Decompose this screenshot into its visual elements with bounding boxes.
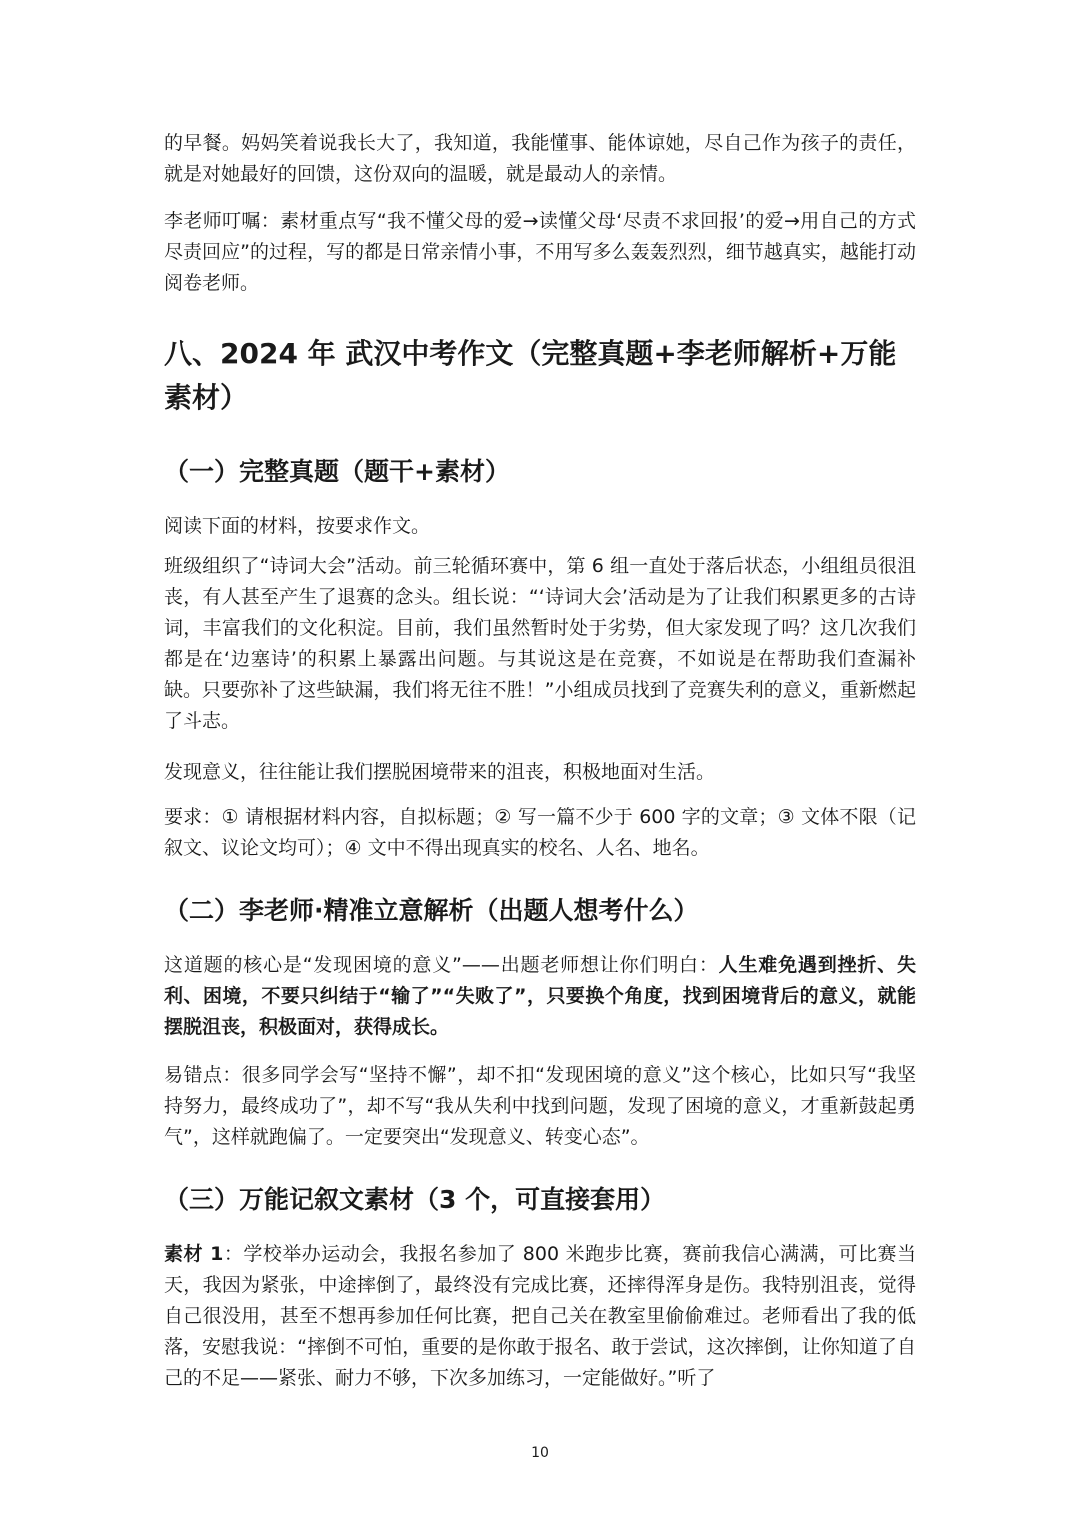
analysis-text: 这道题的核心是“发现困境的意义”——出题老师想让你们明白：	[164, 954, 719, 976]
material-1-label: 素材 1	[164, 1243, 224, 1265]
paragraph-intro-end: 的早餐。妈妈笑着说我长大了，我知道，我能懂事、能体谅她，尽自己作为孩子的责任，就是对她最好的回馈，这份双向的温暖，就是最动人的亲情。	[164, 132, 916, 185]
page-number: 10	[531, 1445, 549, 1461]
paragraph-pitfalls: 易错点：很多同学会写“坚持不懈”，却不扣“发现困境的意义”这个核心，比如只写“我坚持努力，最终成功了”，却不写“我从失利中找到问题，发现了困境的意义，才重新鼓起勇气”，这样就跑偏了。一定要突出“发现意义、转变心态”。	[164, 1064, 916, 1148]
subsection-title-1: （一）完整真题（题干+素材）	[164, 457, 510, 486]
paragraph-analysis	[164, 950, 916, 1043]
material-1-text: ：学校举办运动会，我报名参加了 800 米跑步比赛，赛前我信心满满，可比赛当天，我因为紧张，中途摔倒了，最终没有完成比赛，还摔得浑身是伤。我特别沮丧，觉得自己很没用，甚至不想再参加任何比赛，把自己关在教室里偷偷难过。老师看出了我的低落，安慰我说：“摔倒不可怕，重要的是你敢于报名、敢于尝试，这次摔倒，让你知道了自己的不足——紧张、耐力不够，下次多加练习，一定能做好。”听了	[164, 1243, 916, 1389]
analysis-key-point: 人生难免遇到挫折、失利、困境，不要只纠结于“输了”“失败了”，只要换个角度，找到困境背后的意义，就能摆脱沮丧，积极面对，获得成长。	[164, 954, 916, 1038]
section-title: 八、2024 年 武汉中考作文（完整真题+李老师解析+万能素材）	[164, 337, 897, 414]
paragraph-material: 班级组织了“诗词大会”活动。前三轮循环赛中，第 6 组一直处于落后状态，小组组员很沮丧，有人甚至产生了退赛的念头。组长说：“‘诗词大会’活动是为了让我们积累更多的古诗词，丰富我们的文化积淀。目前，我们虽然暂时处于劣势，但大家发现了吗？这几次我们都是在‘边塞诗’的积累上暴露出问题。与其说这是在竞赛，不如说是在帮助我们查漏补缺。只要弥补了这些缺漏，我们将无往不胜！”小组成员找到了竞赛失利的意义，重新燃起了斗志。	[164, 555, 916, 732]
paragraph-teacher-note: 李老师叮嘱：素材重点写“我不懂父母的爱→读懂父母‘尽责不求回报’的爱→用自己的方式尽责回应”的过程，写的都是日常亲情小事，不用写多么轰轰烈烈，细节越真实，越能打动阅卷老师。	[164, 210, 916, 294]
subsection-title-3: （三）万能记叙文素材（3 个，可直接套用）	[164, 1185, 666, 1214]
paragraph-requirements: 要求：① 请根据材料内容，自拟标题；② 写一篇不少于 600 字的文章；③ 文体不限（记叙文、议论文均可）；④ 文中不得出现真实的校名、人名、地名。	[164, 806, 916, 859]
paragraph-material-1	[164, 1239, 916, 1394]
subsection-title-2: （二）李老师·精准立意解析（出题人想考什么）	[164, 896, 699, 925]
paragraph-meaning: 发现意义，往往能让我们摆脱困境带来的沮丧，积极地面对生活。	[164, 761, 716, 783]
paragraph-instruction: 阅读下面的材料，按要求作文。	[164, 515, 431, 537]
